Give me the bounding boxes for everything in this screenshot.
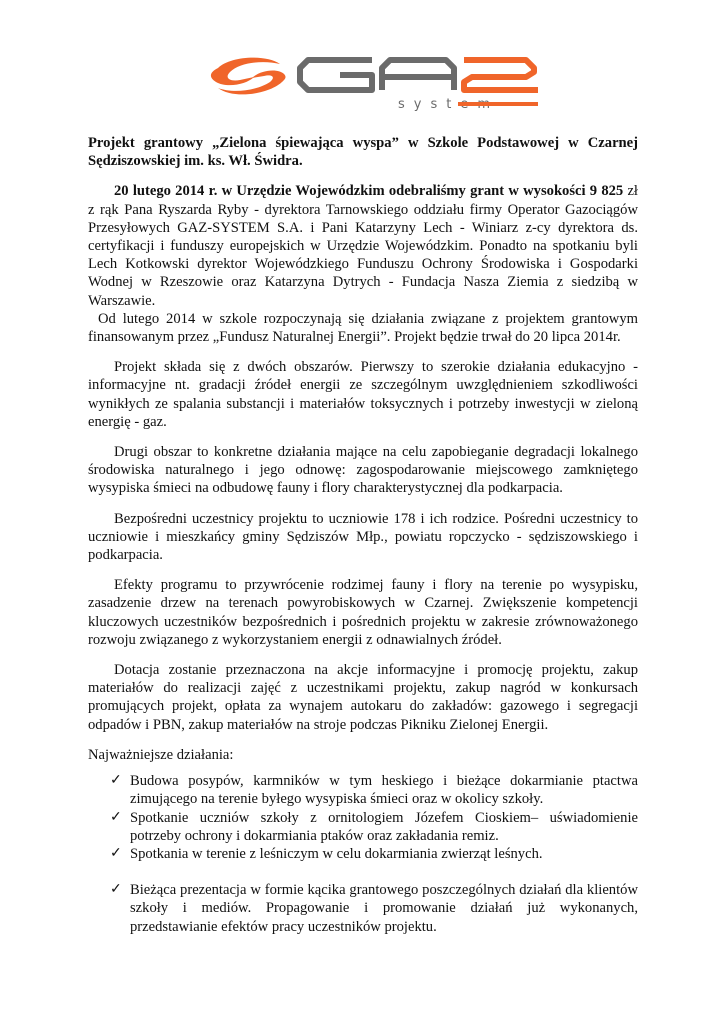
document-body — [88, 134, 638, 936]
paragraph-grant-ceremony — [88, 182, 638, 309]
paragraph-effects: Efekty programu to przywrócenie rodzimej fauny i flory na terenie po wysypisku, zasadzenie drzew na terenach powyrobiskowych w Czarnej. Zwiększenie kompetencji kluczowych uczestników bezpośrednich i pośrednich projektu w zakresie zrównoważonego rozwoju związanego z wykorzystaniem energii z odnawialnych źródeł. — [88, 577, 638, 648]
checkmark-icon: ✓ — [110, 773, 122, 789]
checkmark-icon: ✓ — [110, 809, 122, 825]
logo-wordmark — [300, 60, 538, 90]
list-item: ✓ Budowa posypów, karmników w tym heskiego i bieżące dokarmianie ptactwa zimującego na terenie byłego wysypiska śmieci oraz w okolicy szkoły. — [110, 773, 638, 808]
activities-list — [88, 772, 638, 936]
list-heading: Najważniejsze działania: — [88, 746, 234, 763]
paragraph-funding: Dotacja zostanie przeznaczona na akcje informacyjne i promocję projektu, zakup materiałów do realizacji zajęć z uczestnikami projektu, zakup nagród w konkursach promujących projekt, opłata za wynajem autokaru do zakładów: gazowego i segregacji odpadów i PBN, zakup materiałów na stroje podczas Pikniku Zielonej Energii. — [88, 662, 638, 733]
logo-system-text: system — [398, 97, 499, 112]
list-item: ✓ Bieżąca prezentacja w formie kącika grantowego poszczególnych działań dla klientów szkoły i mediów. Propagowanie i promowanie działań już wykonanych, przedstawianie efektów pracy uczestników projektu. — [110, 882, 638, 935]
logo-swoosh-mark — [211, 58, 286, 95]
grant-ceremony-text: zł z rąk Pana Ryszarda Ryby - dyrektora Tarnowskiego oddziału firmy Operator Gazociągów Przesyłowych GAZ-SYSTEM S.A. i Pani Katarzyny Lech - Winiarz z-cy dyrektora ds. certyfikacji i funduszy europejskich w Urzędzie Wojewódzkim. Ponadto na spotkaniu byli Lech Kotkowski dyrektor Wojewódzkiego Funduszu Ochrony Środowiska i Gospodarki Wodnej w Rzeszowie oraz Katarzyna Dytrych - Fundacja Nasza Ziemia z siedzibą w Warszawie. — [88, 183, 638, 309]
checkmark-icon: ✓ — [110, 882, 122, 898]
list-item: ✓ Spotkania w terenie z leśniczym w celu dokarmiania zwierząt leśnych. — [110, 845, 543, 862]
paragraph-second-area: Drugi obszar to konkretne działania mające na celu zapobieganie degradacji lokalnego środowiska naturalnego i jego odnowę: zagospodarowanie miejscowego zamkniętego wysypiska śmieci na odbudowę fauny i flory charakterystycznej dla podkarpacia. — [88, 444, 638, 497]
list-item: ✓ Spotkanie uczniów szkoły z ornitologiem Józefem Cioskiem– uświadomienie potrzeby ochrony i dokarmiania ptaków oraz zakładania remiz. — [110, 809, 638, 844]
paragraph-project-areas: Projekt składa się z dwóch obszarów. Pierwszy to szerokie działania edukacyjno - informacyjne nt. gradacji źródeł energii ze szczególnym uwzględnieniem szkodliwości wynikłych ze spalania substancji i materiałów toksycznych i potrzeby inwestycji w zieloną energię - gaz. — [88, 359, 638, 430]
gaz-system-logo — [196, 50, 546, 115]
paragraph-project-start: Od lutego 2014 w szkole rozpoczynają się działania związane z projektem grantowym finansowanym przez „Fundusz Naturalnej Energii”. Projekt będzie trwał do 20 lipca 2014r. — [88, 310, 638, 346]
document-title: Projekt grantowy „Zielona śpiewająca wyspa” w Szkole Podstawowej w Czarnej Sędziszowskiej im. ks. Wł. Świdra. — [88, 135, 638, 170]
checkmark-icon: ✓ — [110, 845, 122, 861]
grant-date-highlight: 20 lutego 2014 r. w Urzędzie Wojewódzkim odebraliśmy grant w wysokości 9 825 — [114, 183, 624, 200]
paragraph-participants: Bezpośredni uczestnicy projektu to uczniowie 178 i ich rodzice. Pośredni uczestnicy to uczniowie i mieszkańcy gminy Sędziszów Młp., powiatu ropczycko - sędziszowskiego i podkarpacia. — [88, 510, 638, 564]
